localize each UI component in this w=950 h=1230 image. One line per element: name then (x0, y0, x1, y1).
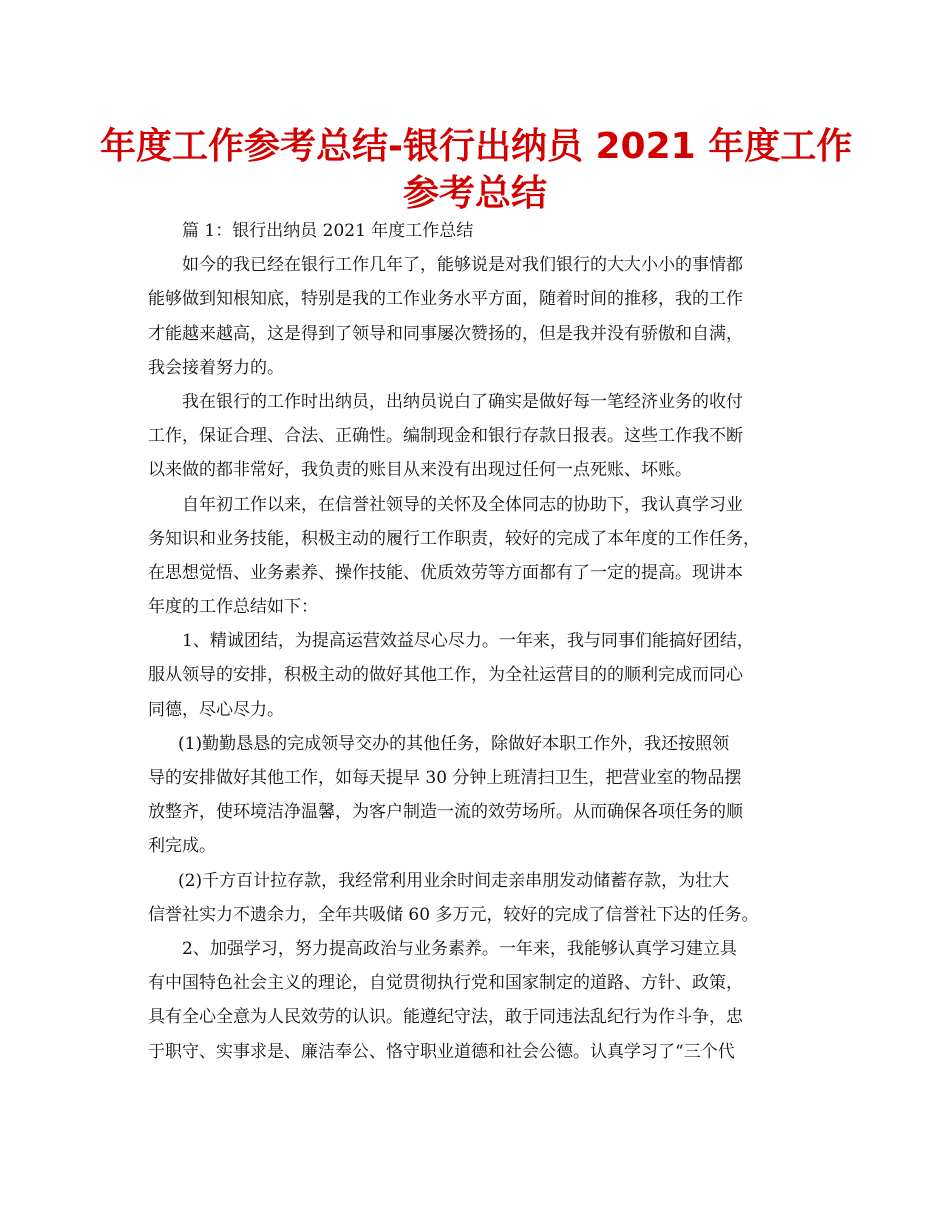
document-title-line-2: 参考总结 (402, 173, 547, 214)
paragraph-line: (1)勤勤恳恳的完成领导交办的其他任务，除做好本职工作外，我还按照领 (178, 733, 730, 754)
paragraph (148, 385, 808, 488)
paragraph-line: 我在银行的工作时出纳员，出纳员说白了确实是做好每一笔经济业务的收付 (182, 391, 743, 412)
paragraph-line: 服从领导的安排，积极主动的做好其他工作，为全社运营目的的顺利完成而同心 (148, 665, 743, 686)
paragraph-line: 导的安排做好其他工作，如每天提早 30 分钟上班清扫卫生，把营业室的物品摆 (148, 768, 742, 788)
paragraph-line: 我会接着努力的。 (148, 357, 284, 378)
document-title-line-1: 年度工作参考总结-银行出纳员 2021 年度工作 (100, 126, 853, 167)
paragraph-line: 以来做的都非常好，我负责的账目从来没有出现过任何一点死账、坏账。 (148, 460, 692, 481)
paragraph-line: 有中国特色社会主义的理论，自觉贯彻执行党和国家制定的道路、方针、政策， (148, 973, 743, 994)
paragraph-line: 同德，尽心尽力。 (148, 699, 284, 720)
paragraph-line: 具有全心全意为人民效劳的认识。能遵纪守法，敢于同违法乱纪行为作斗争，忠 (148, 1007, 743, 1028)
paragraph (148, 488, 808, 625)
paragraph-line: 在思想觉悟、业务素养、操作技能、优质效劳等方面都有了一定的提高。现讲本 (148, 562, 743, 583)
paragraph-line: 如今的我已经在银行工作几年了，能够说是对我们银行的大大小小的事情都 (182, 255, 743, 276)
paragraph-line: 于职守、实事求是、廉洁奉公、恪守职业道德和社会公德。认真学习了“三个代 (148, 1041, 735, 1062)
paragraph (148, 248, 808, 385)
paragraph-line: 能够做到知根知底，特别是我的工作业务水平方面，随着时间的推移，我的工作 (148, 289, 743, 310)
paragraph-line: 才能越来越高，这是得到了领导和同事屡次赞扬的，但是我并没有骄傲和自满， (148, 323, 743, 344)
paragraph-line: 自年初工作以来，在信誉社领导的关怀及全体同志的协助下，我认真学习业 (182, 494, 743, 515)
document-body (148, 214, 808, 1069)
paragraph-line: 篇 1：银行出纳员 2021 年度工作总结 (182, 221, 474, 241)
paragraph-line: 信誉社实力不遗余力，全年共吸储 60 多万元，较好的完成了信誉社下达的任务。 (148, 904, 759, 925)
paragraph (148, 864, 808, 932)
paragraph-line: (2)千方百计拉存款，我经常利用业余时间走亲串朋发动储蓄存款，为壮大 (178, 870, 730, 891)
paragraph-line: 2、加强学习，努力提高政治与业务素养。一年来，我能够认真学习建立具 (182, 938, 737, 959)
paragraph-line: 年度的工作总结如下： (148, 597, 318, 618)
paragraph-line: 工作，保证合理、合法、正确性。编制现金和银行存款日报表。这些工作我不断 (148, 426, 743, 447)
paragraph-line: 放整齐，使环境洁净温馨，为客户制造一流的效劳场所。从而确保各项任务的顺 (148, 802, 743, 823)
paragraph (148, 727, 808, 864)
paragraph (148, 932, 808, 1069)
paragraph-line: 务知识和业务技能，积极主动的履行工作职责，较好的完成了本年度的工作任务， (148, 528, 760, 549)
paragraph-line: 利完成。 (148, 836, 216, 857)
paragraph-line: 1、精诚团结，为提高运营效益尽心尽力。一年来，我与同事们能搞好团结， (182, 631, 754, 652)
paragraph (148, 624, 808, 727)
paragraph-heading (148, 214, 808, 248)
